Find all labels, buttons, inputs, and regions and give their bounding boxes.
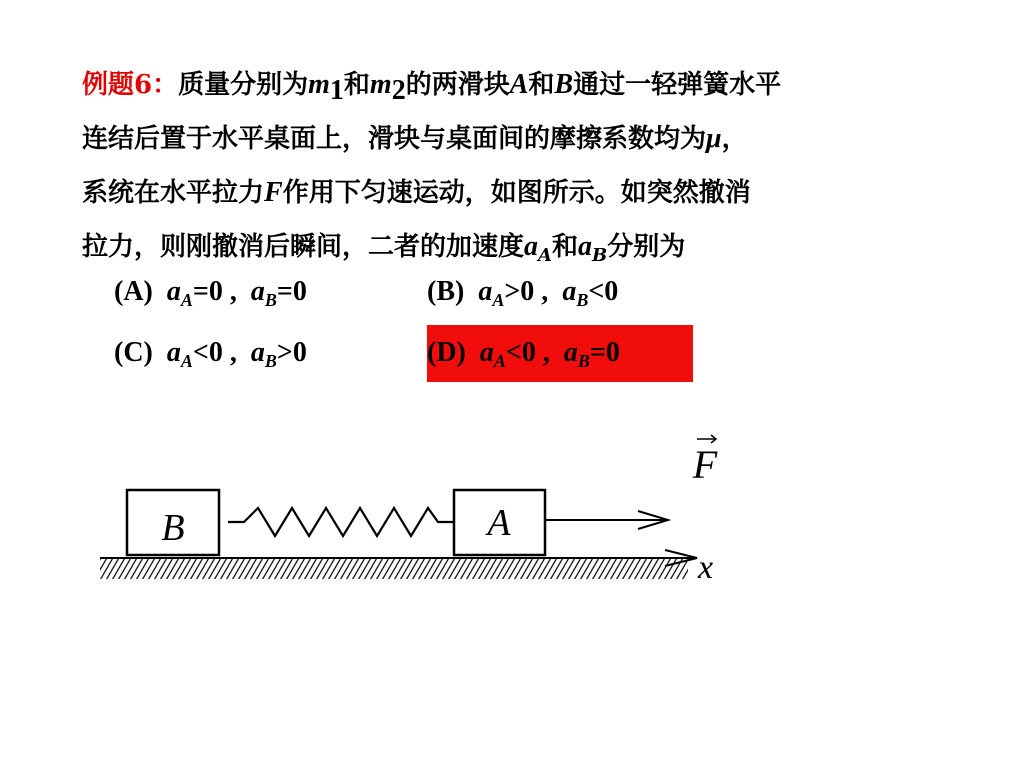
accel-symbol: a bbox=[250, 337, 265, 368]
mass-symbol: m bbox=[308, 69, 330, 100]
x-axis-label: x bbox=[698, 549, 714, 586]
option-label: (A) bbox=[114, 276, 153, 307]
accel-symbol: a bbox=[166, 337, 181, 368]
accel-symbol: a bbox=[479, 337, 494, 368]
subscript: A bbox=[493, 351, 506, 371]
spring bbox=[228, 508, 454, 536]
text: ， bbox=[721, 124, 748, 154]
accel-symbol: a bbox=[250, 276, 265, 307]
text: 质量分别为 bbox=[178, 70, 309, 100]
accel-symbol: a bbox=[166, 276, 181, 307]
accel-symbol: a bbox=[478, 276, 493, 307]
subscript: B bbox=[576, 290, 589, 310]
subscript: 2 bbox=[391, 75, 406, 106]
text: 作用下匀速运动，如图所示。如突然撤消 bbox=[282, 178, 751, 208]
ground-hatch bbox=[100, 559, 688, 579]
option-label: (B) bbox=[427, 276, 465, 307]
block-b-symbol: B bbox=[554, 69, 574, 100]
text: 的两滑块 bbox=[405, 70, 510, 100]
subscript: B bbox=[264, 351, 277, 371]
block-a-label: A bbox=[487, 502, 511, 544]
subscript: B bbox=[577, 351, 590, 371]
problem-label: 例题6： bbox=[82, 70, 179, 100]
relation: =0 bbox=[276, 276, 307, 307]
accel-symbol: a bbox=[563, 337, 578, 368]
relation: >0 , bbox=[504, 276, 549, 307]
subscript: A bbox=[492, 290, 505, 310]
subscript: A bbox=[180, 351, 193, 371]
text: 拉力，则刚撤消后瞬间，二者的加速度 bbox=[82, 232, 525, 262]
text: 系统在水平拉力 bbox=[82, 178, 265, 208]
relation: =0 , bbox=[192, 276, 237, 307]
relation: =0 bbox=[589, 337, 620, 368]
text: 和 bbox=[343, 70, 370, 100]
relation: <0 , bbox=[505, 337, 550, 368]
relation: <0 , bbox=[192, 337, 237, 368]
subscript: B bbox=[264, 290, 277, 310]
accel-symbol: a bbox=[562, 276, 577, 307]
subscript: A bbox=[180, 290, 193, 310]
accel-symbol: a bbox=[578, 231, 592, 262]
mu-symbol: μ bbox=[706, 123, 722, 154]
force-symbol: F bbox=[264, 177, 283, 208]
text: 通过一轻弹簧水平 bbox=[573, 70, 782, 100]
subscript: 1 bbox=[329, 75, 344, 106]
relation: <0 bbox=[588, 276, 619, 307]
text: 和 bbox=[528, 70, 555, 100]
mass-symbol: m bbox=[369, 69, 392, 100]
block-a-symbol: A bbox=[509, 69, 529, 100]
text: 分别为 bbox=[607, 232, 686, 262]
force-label: F bbox=[692, 442, 718, 487]
text: 连结后置于水平桌面上，滑块与桌面间的摩擦系数均为 bbox=[82, 124, 707, 154]
relation: >0 bbox=[276, 337, 307, 368]
block-b-label: B bbox=[161, 507, 185, 549]
subscript: B bbox=[592, 245, 608, 266]
text: 和 bbox=[551, 232, 578, 262]
accel-symbol: a bbox=[524, 231, 539, 262]
option-label: (D) bbox=[427, 337, 466, 368]
subscript: A bbox=[538, 245, 552, 266]
option-label: (C) bbox=[114, 337, 153, 368]
